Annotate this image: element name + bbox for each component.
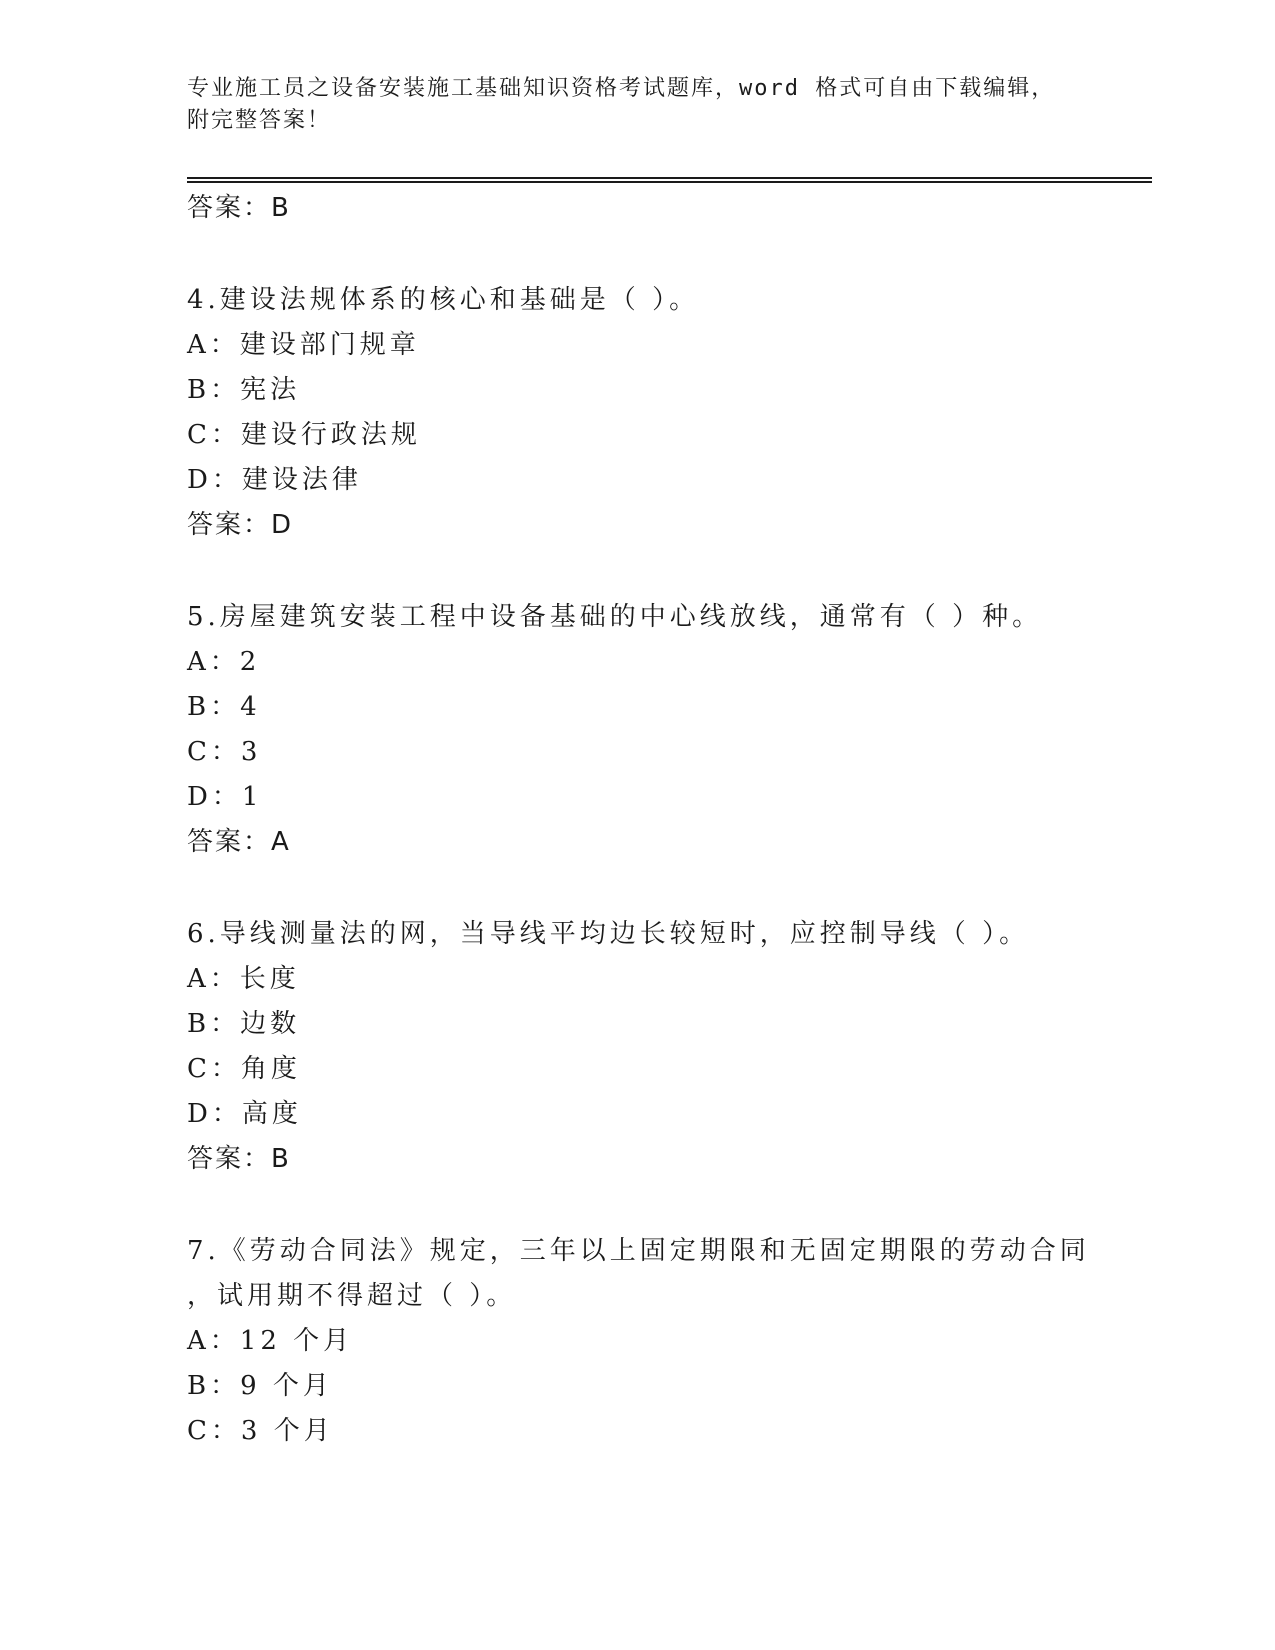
spacer: [187, 231, 1117, 278]
option-a: A：长度: [187, 964, 300, 994]
spacer: [187, 1182, 1117, 1229]
question-5: [187, 595, 1117, 865]
option-d: D：1: [187, 782, 263, 812]
option-a: A：2: [187, 647, 261, 677]
option-c: C：3: [187, 737, 262, 767]
question-text-line-1: 7.《劳动合同法》规定，三年以上固定期限和无固定期限的劳动合同: [187, 1236, 1090, 1266]
header-divider: [187, 177, 1152, 183]
option-d: D：建设法律: [187, 465, 362, 495]
spacer: [187, 548, 1117, 595]
question-text: 6.导线测量法的网，当导线平均边长较短时，应控制导线（ ）。: [187, 919, 1030, 949]
answer: 答案：B: [187, 1144, 291, 1174]
answer: 答案：D: [187, 510, 294, 540]
question-text: 5.房屋建筑安装工程中设备基础的中心线放线，通常有（ ）种。: [187, 602, 1043, 632]
option-c: C：角度: [187, 1054, 301, 1084]
header-line-1: 专业施工员之设备安装施工基础知识资格考试题库，word 格式可自由下载编辑，: [187, 76, 1056, 101]
option-d: D：高度: [187, 1099, 302, 1129]
option-b: B：边数: [187, 1009, 301, 1039]
option-a: A：建设部门规章: [187, 330, 420, 360]
question-list: [187, 186, 1117, 1454]
question-text: 4.建设法规体系的核心和基础是（ ）。: [187, 285, 700, 315]
answer-q3: 答案：B: [187, 193, 291, 223]
option-c: C：建设行政法规: [187, 420, 421, 450]
question-6: [187, 912, 1117, 1182]
question-text-line-2: ，试用期不得超过（ ）。: [187, 1281, 517, 1311]
question-4: [187, 278, 1117, 548]
answer: 答案：A: [187, 827, 291, 857]
option-b: B：宪法: [187, 375, 301, 405]
document-header: [187, 73, 1067, 137]
spacer: [187, 865, 1117, 912]
option-b: B：4: [187, 692, 261, 722]
option-b: B：9 个月: [187, 1371, 333, 1401]
question-7: [187, 1229, 1117, 1454]
option-c: C：3 个月: [187, 1416, 334, 1446]
header-line-2: 附完整答案！: [187, 108, 332, 133]
option-a: A：12 个月: [187, 1326, 354, 1356]
